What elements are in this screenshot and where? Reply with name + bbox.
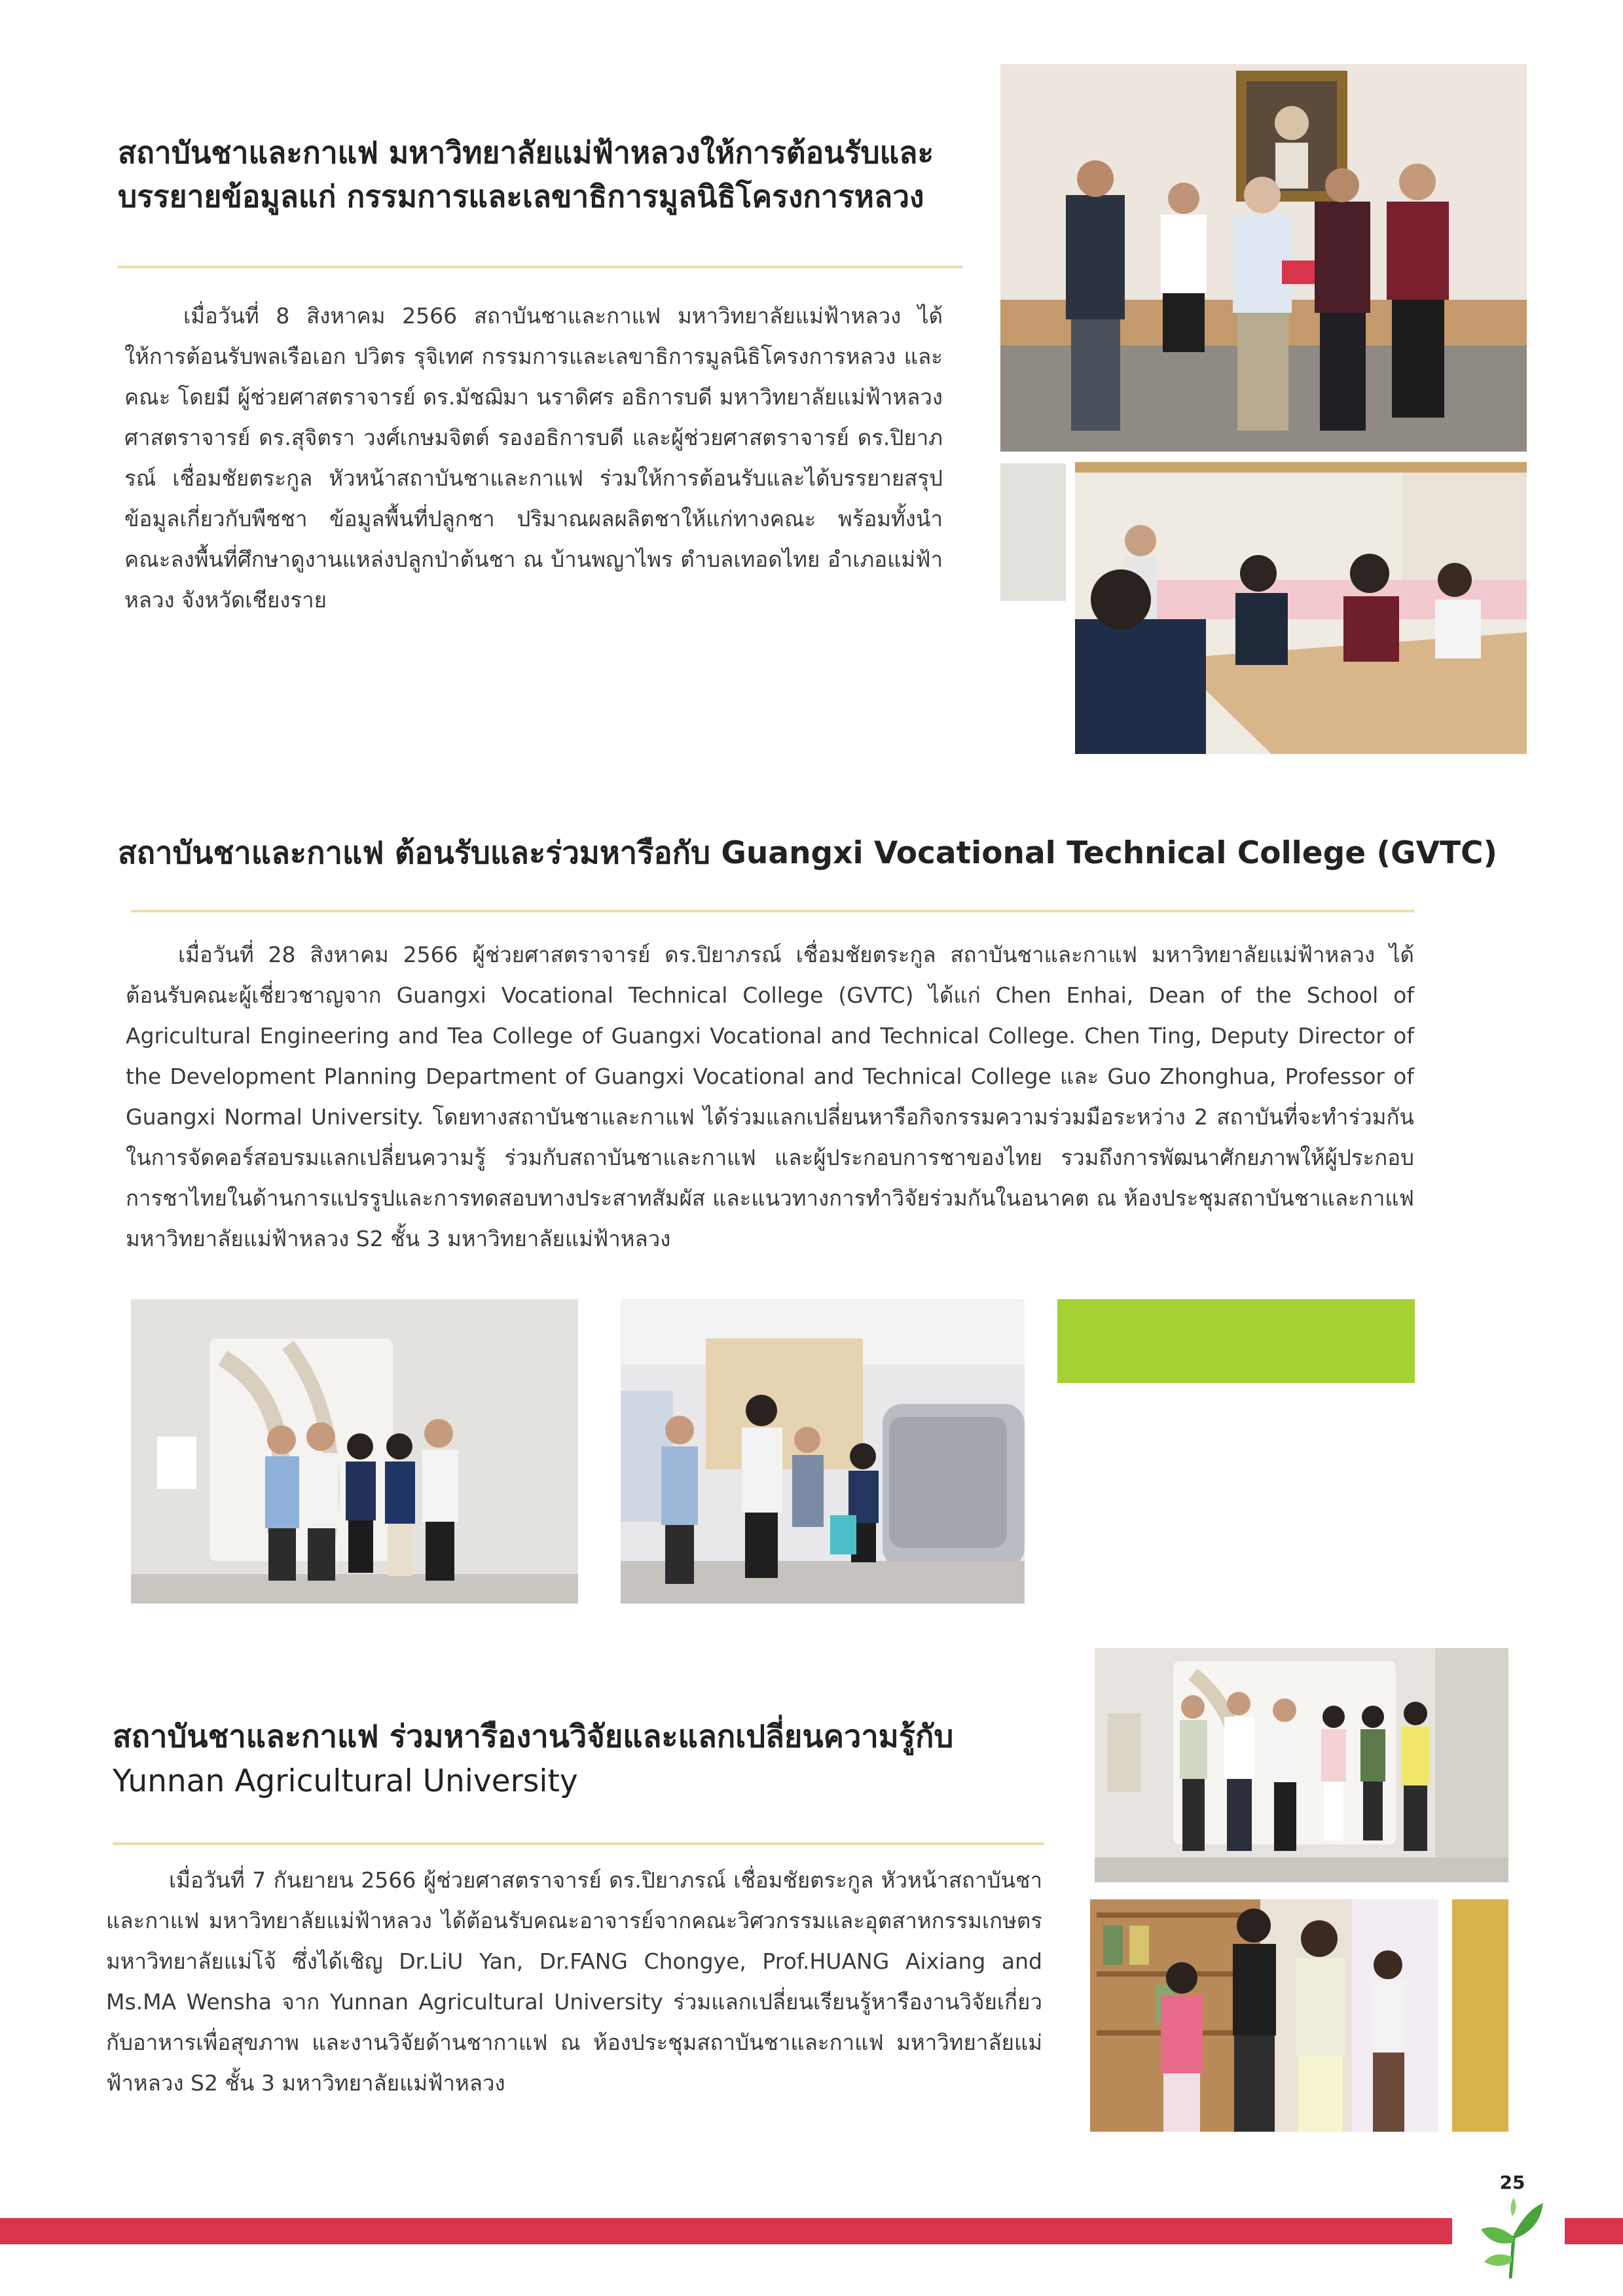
section3-title-line1: สถาบันชาและกาแฟ ร่วมหารืองานวิจัยและแลกเปลี่ยนความรู้กับ	[113, 1719, 954, 1755]
section3-title-line2: Yunnan Agricultural University	[113, 1763, 578, 1800]
section2-accent-green	[1057, 1299, 1415, 1383]
section3-accent-gold	[1452, 1899, 1508, 2132]
section1-title	[118, 131, 969, 218]
section3-body: เมื่อวันที่ 7 กันยายน 2566 ผู้ช่วยศาสตราจารย์ ดร.ปิยาภรณ์ เชื่อมชัยตระกูล หัวหน้าสถาบันชาและกาแฟ มหาวิทยาลัยแม่ฟ้าหลวง ได้ต้อนรับคณะอาจารย์จากคณะวิศวกรรมและอุตสาหกรรมเกษตร มหาวิทยาลัยแม่โจ้ ซึ่งได้เชิญ Dr.LiU Yan, Dr.FANG Chongye, Prof.HUANG Aixiang and Ms.MA Wensha จาก Yunnan Agricultural University ร่วมแลกเปลี่ยนเรียนรู้หารืองานวิจัยเกี่ยวกับอาหารเพื่อสุขภาพ และงานวิจัยด้านชากาแฟ ณ ห้องประชุมสถาบันชาและกาแฟ มหาวิทยาลัยแม่ฟ้าหลวง S2 ชั้น 3 มหาวิทยาลัยแม่ฟ้าหลวง	[106, 1867, 1042, 2096]
section1-photo-group	[1000, 64, 1527, 452]
section2-divider	[131, 910, 1414, 912]
section2-body: เมื่อวันที่ 28 สิงหาคม 2566 ผู้ช่วยศาสตราจารย์ ดร.ปิยาภรณ์ เชื่อมชัยตระกูล สถาบันชาและกาแฟ มหาวิทยาลัยแม่ฟ้าหลวง ได้ต้อนรับคณะผู้เชี่ยวชาญจาก Guangxi Vocational Technical College (GVTC) ได้แก่ Chen Enhai, Dean of the School of Agricultural Engineering and Tea College of Guangxi Vocational and Technical College. Chen Ting, Deputy Director of the Development Planning Department of Guangxi Vocational and Technical College และ Guo Zhonghua, Professor of Guangxi Normal University. โดยทางสถาบันชาและกาแฟ ได้ร่วมแลกเปลี่ยนหารือกิจกรรมความร่วมมือระหว่าง 2 สถาบันที่จะทำร่วมกันในการจัดคอร์สอบรมแลกเปลี่ยนความรู้ ร่วมกับสถาบันชาและกาแฟ และผู้ประกอบการชาของไทย รวมถึงการพัฒนาศักยภาพให้ผู้ประกอบการชาไทยในด้านการแปรรูปและการทดสอบทางประสาทสัมผัส และแนวทางการทำวิจัยร่วมกันในอนาคต ณ ห้องประชุมสถาบันชาและกาแฟ มหาวิทยาลัยแม่ฟ้าหลวง S2 ชั้น 3 มหาวิทยาลัยแม่ฟ้าหลวง	[126, 942, 1414, 1251]
section2-photo-group	[131, 1299, 578, 1604]
section3-photo-shop	[1090, 1899, 1438, 2132]
section3-divider	[113, 1842, 1044, 1845]
section1-accent-block	[1000, 463, 1066, 601]
section1-body: เมื่อวันที่ 8 สิงหาคม 2566 สถาบันชาและกาแฟ มหาวิทยาลัยแม่ฟ้าหลวง ได้ให้การต้อนรับพลเรือเอก ปวิตร รุจิเทศ กรรมการและเลขาธิการมูลนิธิโครงการหลวง และคณะ โดยมี ผู้ช่วยศาสตราจารย์ ดร.มัชฌิมา นราดิศร อธิการบดี มหาวิทยาลัยแม่ฟ้าหลวง ศาสตราจารย์ ดร.สุจิตรา วงศ์เกษมจิตต์ รองอธิการบดี และผู้ช่วยศาสตราจารย์ ดร.ปิยาภรณ์ เชื่อมชัยตระกูล หัวหน้าสถาบันชาและกาแฟ ร่วมให้การต้อนรับและได้บรรยายสรุปข้อมูลเกี่ยวกับพืชชา ข้อมูลพื้นที่ปลูกชา ปริมาณผลผลิตชาให้แก่ทางคณะ พร้อมทั้งนำคณะลงพื้นที่ศึกษาดูงานแหล่งปลูกป่าต้นชา ณ บ้านพญาไพร ตำบลเทอดไทย อำเภอแม่ฟ้าหลวง จังหวัดเชียงราย	[124, 303, 943, 613]
footer-red-bar-right	[1565, 2218, 1623, 2244]
section2-title: สถาบันชาและกาแฟ ต้อนรับและร่วมหารือกับ Guangxi Vocational Technical College (GVTC)	[118, 835, 1498, 871]
section1-divider	[118, 266, 962, 268]
section3-title	[113, 1715, 1042, 1804]
section1-title-line2: บรรยายข้อมูลแก่ กรรมการและเลขาธิการมูลนิธิโครงการหลวง	[118, 178, 924, 214]
tea-leaf-icon	[1474, 2197, 1546, 2282]
footer-red-bar-left	[0, 2218, 1452, 2244]
page-number: 25	[1499, 2172, 1525, 2193]
section1-photo-meeting	[1075, 462, 1527, 754]
section3-photo-group	[1095, 1648, 1508, 1882]
section2-photo-equipment	[621, 1299, 1025, 1604]
section1-title-line1: สถาบันชาและกาแฟ มหาวิทยาลัยแม่ฟ้าหลวงให้การต้อนรับและ	[118, 135, 934, 170]
